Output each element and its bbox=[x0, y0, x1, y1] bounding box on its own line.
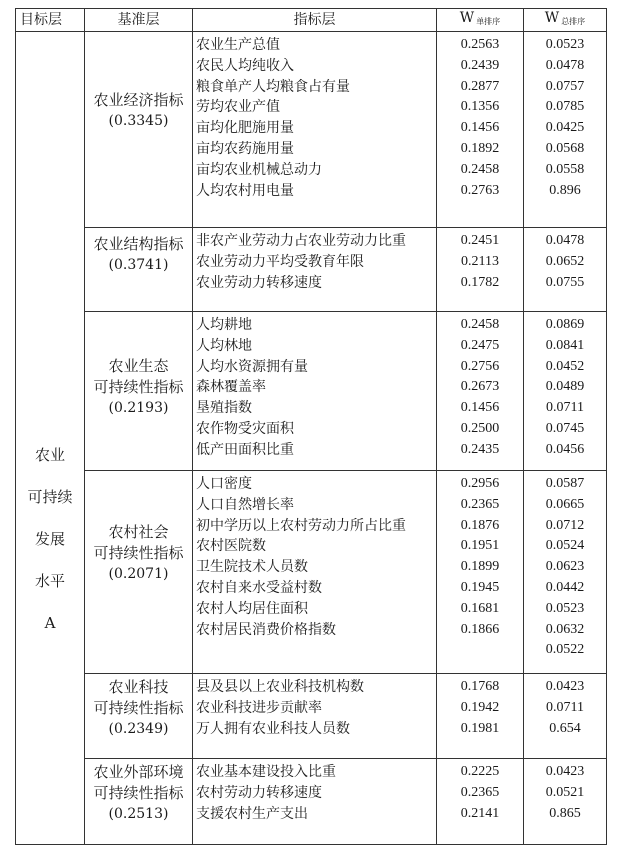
criterion-name: 可持续性指标 bbox=[93, 378, 184, 396]
indicator-item: 万人拥有农业科技人员数 bbox=[196, 720, 350, 737]
criterion-name: 农业生态 bbox=[108, 357, 169, 375]
w-total-value: 0.0425 bbox=[545, 120, 585, 136]
w-single-value: 0.2365 bbox=[460, 496, 500, 512]
w-single-value: 0.1892 bbox=[460, 140, 500, 156]
w-single-value: 0.2877 bbox=[460, 78, 500, 94]
table-body bbox=[16, 32, 607, 845]
w-single-value: 0.2451 bbox=[460, 233, 500, 248]
indicator-item: 人均水资源拥有量 bbox=[196, 358, 308, 375]
indicator-cell bbox=[193, 312, 437, 471]
w-single-value: 0.2475 bbox=[460, 337, 500, 353]
header-w-single-main: W bbox=[459, 10, 475, 26]
indicator-item: 农业生产总值 bbox=[196, 37, 280, 53]
w-single-value: 0.1456 bbox=[460, 120, 500, 136]
w-total-value: 0.654 bbox=[549, 720, 581, 736]
w-total-value: 0.0623 bbox=[545, 559, 585, 575]
target-label-line: 农业 bbox=[34, 445, 65, 464]
indicator-item: 亩均农业机械总动力 bbox=[196, 161, 322, 178]
w-total-value: 0.0478 bbox=[545, 57, 585, 73]
w-single-value: 0.1356 bbox=[460, 99, 500, 115]
criterion-weight: (0.2071) bbox=[108, 566, 169, 582]
indicator-item: 人均林地 bbox=[196, 337, 252, 354]
w-single-value: 0.1456 bbox=[460, 400, 500, 416]
w-total-cell bbox=[524, 312, 607, 471]
w-total-value: 0.0652 bbox=[545, 253, 585, 269]
criterion-weight: (0.2513) bbox=[108, 806, 169, 822]
target-label-line: A bbox=[44, 613, 56, 632]
indicator-item: 农业基本建设投入比重 bbox=[196, 764, 336, 780]
indicator-cell bbox=[193, 471, 437, 674]
indicator-item: 垦殖指数 bbox=[196, 400, 252, 417]
criterion-group-row bbox=[16, 759, 607, 845]
criterion-weight: (0.2349) bbox=[108, 721, 169, 737]
header-indicator: 指标层 bbox=[193, 9, 437, 32]
w-total-value: 0.0665 bbox=[545, 496, 585, 512]
indicator-item: 农民人均纯收入 bbox=[196, 57, 294, 74]
indicator-item: 初中学历以上农村劳动力所占比重 bbox=[196, 517, 406, 534]
indicator-item: 农业科技进步贡献率 bbox=[196, 699, 322, 716]
criterion-name: 农业科技 bbox=[108, 678, 169, 696]
criterion-group-row bbox=[16, 471, 607, 674]
indicator-item: 非农产业劳动力占农业劳动力比重 bbox=[196, 233, 406, 249]
w-total-value: 0.0757 bbox=[545, 78, 585, 94]
w-total-value: 0.0587 bbox=[545, 476, 585, 491]
w-single-cell bbox=[437, 674, 524, 759]
w-total-value: 0.0632 bbox=[545, 621, 585, 637]
w-total-value: 0.896 bbox=[549, 182, 581, 198]
indicator-cell bbox=[193, 759, 437, 845]
w-single-value: 0.2500 bbox=[460, 420, 500, 436]
criterion-group-row bbox=[16, 674, 607, 759]
target-label-line: 发展 bbox=[34, 529, 65, 548]
w-single-value: 0.1866 bbox=[460, 621, 500, 637]
w-single-value: 0.1876 bbox=[460, 517, 500, 533]
indicator-item: 支援农村生产支出 bbox=[196, 805, 308, 822]
w-single-value: 0.1899 bbox=[460, 559, 500, 575]
w-total-value: 0.0423 bbox=[545, 764, 585, 779]
w-total-value: 0.0711 bbox=[546, 699, 584, 715]
header-w-total-main: W bbox=[544, 10, 560, 26]
w-single-value: 0.2141 bbox=[460, 805, 500, 821]
w-single-value: 0.2365 bbox=[460, 784, 500, 800]
w-single-cell bbox=[437, 759, 524, 845]
criterion-cell bbox=[85, 312, 193, 471]
indicator-table bbox=[15, 8, 607, 845]
w-total-value: 0.0456 bbox=[545, 441, 585, 457]
indicator-item: 农业劳动力平均受教育年限 bbox=[196, 253, 364, 270]
indicator-item: 亩均农药施用量 bbox=[196, 140, 294, 157]
w-total-value: 0.0711 bbox=[546, 400, 584, 416]
header-row bbox=[16, 9, 607, 32]
indicator-item: 人口自然增长率 bbox=[196, 496, 294, 513]
indicator-item: 农业劳动力转移速度 bbox=[196, 274, 322, 291]
w-total-value: 0.0521 bbox=[545, 784, 585, 800]
w-single-value: 0.2458 bbox=[460, 317, 500, 332]
w-single-value: 0.2563 bbox=[460, 37, 500, 52]
w-single-value: 0.1681 bbox=[460, 600, 500, 616]
w-single-value: 0.2458 bbox=[460, 161, 500, 177]
w-single-value: 0.1951 bbox=[460, 538, 500, 554]
criterion-group-row bbox=[16, 312, 607, 471]
criterion-name: 可持续性指标 bbox=[93, 699, 184, 717]
w-single-cell bbox=[437, 471, 524, 674]
criterion-name: 可持续性指标 bbox=[93, 544, 184, 562]
w-single-cell bbox=[437, 32, 524, 228]
indicator-item: 亩均化肥施用量 bbox=[196, 120, 294, 137]
w-total-value: 0.0524 bbox=[545, 538, 585, 554]
target-label-line: 水平 bbox=[34, 571, 65, 590]
indicator-item: 粮食单产人均粮食占有量 bbox=[196, 78, 350, 95]
w-single-value: 0.2763 bbox=[460, 182, 500, 198]
criterion-name: 农业结构指标 bbox=[93, 235, 184, 253]
w-total-value: 0.0523 bbox=[545, 37, 585, 52]
w-total-value: 0.0755 bbox=[545, 274, 585, 290]
indicator-item: 农村劳动力转移速度 bbox=[196, 784, 322, 801]
indicator-item: 人均耕地 bbox=[196, 317, 252, 333]
criterion-cell bbox=[85, 759, 193, 845]
indicator-cell bbox=[193, 32, 437, 228]
w-total-value: 0.0785 bbox=[545, 99, 585, 115]
w-single-value: 0.1981 bbox=[460, 720, 500, 736]
criterion-weight: (0.3345) bbox=[108, 113, 169, 129]
criterion-cell bbox=[85, 228, 193, 312]
w-total-cell bbox=[524, 674, 607, 759]
criterion-cell bbox=[85, 674, 193, 759]
indicator-item: 农村医院数 bbox=[196, 538, 266, 555]
w-total-cell bbox=[524, 228, 607, 312]
header-w-total-sub: 总排序 bbox=[561, 17, 586, 26]
indicator-cell bbox=[193, 674, 437, 759]
w-total-value: 0.0712 bbox=[545, 517, 585, 533]
criterion-cell bbox=[85, 471, 193, 674]
w-single-value: 0.2113 bbox=[461, 253, 499, 269]
indicator-item: 劳均农业产值 bbox=[196, 99, 280, 116]
w-total-value: 0.865 bbox=[549, 805, 581, 821]
header-criterion: 基准层 bbox=[85, 9, 193, 32]
w-total-cell bbox=[524, 32, 607, 228]
w-single-cell bbox=[437, 228, 524, 312]
w-total-value: 0.0423 bbox=[545, 679, 585, 694]
w-single-value: 0.2225 bbox=[460, 764, 500, 779]
header-w-single-sub: 单排序 bbox=[476, 17, 501, 26]
w-total-value: 0.0523 bbox=[545, 600, 585, 616]
indicator-cell bbox=[193, 228, 437, 312]
indicator-item: 森林覆盖率 bbox=[196, 379, 266, 396]
w-total-value: 0.0452 bbox=[545, 358, 585, 374]
target-cell bbox=[16, 32, 85, 845]
indicator-item: 低产田面积比重 bbox=[196, 441, 294, 458]
w-single-value: 0.2956 bbox=[460, 476, 500, 491]
w-total-value: 0.0442 bbox=[545, 579, 585, 595]
w-single-value: 0.2439 bbox=[460, 57, 500, 73]
indicator-item: 农村人均居住面积 bbox=[196, 600, 308, 617]
criterion-name: 农业经济指标 bbox=[93, 91, 184, 109]
criterion-name: 农村社会 bbox=[108, 523, 169, 541]
w-total-value: 0.0841 bbox=[545, 337, 585, 353]
w-single-value: 0.1768 bbox=[460, 679, 500, 694]
indicator-item: 县及县以上农业科技机构数 bbox=[196, 679, 364, 695]
w-total-cell bbox=[524, 471, 607, 674]
criterion-cell bbox=[85, 32, 193, 228]
indicator-item: 农村自来水受益村数 bbox=[196, 579, 322, 596]
w-total-value: 0.0489 bbox=[545, 379, 585, 395]
indicator-item: 人均农村用电量 bbox=[196, 182, 294, 199]
header-w-total bbox=[524, 9, 607, 32]
w-single-cell bbox=[437, 312, 524, 471]
table-header bbox=[16, 9, 607, 32]
w-total-value: 0.0745 bbox=[545, 420, 585, 436]
w-single-value: 0.1945 bbox=[460, 579, 500, 595]
w-single-value: 0.2756 bbox=[460, 358, 500, 374]
w-single-value: 0.1782 bbox=[460, 274, 500, 290]
w-single-value: 0.1942 bbox=[460, 699, 500, 715]
w-single-value: 0.2673 bbox=[460, 379, 500, 395]
criterion-weight: (0.2193) bbox=[108, 400, 169, 416]
criterion-group-row bbox=[16, 228, 607, 312]
w-total-value: 0.0558 bbox=[545, 161, 585, 177]
w-total-cell bbox=[524, 759, 607, 845]
criterion-name: 可持续性指标 bbox=[93, 784, 184, 802]
w-total-value: 0.0869 bbox=[545, 317, 585, 332]
w-total-value: 0.0522 bbox=[545, 642, 585, 658]
w-single-value: 0.2435 bbox=[460, 441, 500, 457]
indicator-item: 卫生院技术人员数 bbox=[196, 559, 308, 576]
w-total-value: 0.0568 bbox=[545, 140, 585, 156]
criterion-name: 农业外部环境 bbox=[93, 763, 184, 781]
indicator-item: 人口密度 bbox=[196, 476, 252, 492]
target-label-line: 可持续 bbox=[27, 487, 73, 506]
indicator-item: 农村居民消费价格指数 bbox=[196, 621, 336, 638]
criterion-weight: (0.3741) bbox=[108, 257, 169, 273]
header-w-single bbox=[437, 9, 524, 32]
w-total-value: 0.0478 bbox=[545, 233, 585, 248]
criterion-group-row bbox=[16, 32, 607, 228]
indicator-item: 农作物受灾面积 bbox=[196, 420, 294, 437]
header-target: 目标层 bbox=[16, 9, 85, 32]
